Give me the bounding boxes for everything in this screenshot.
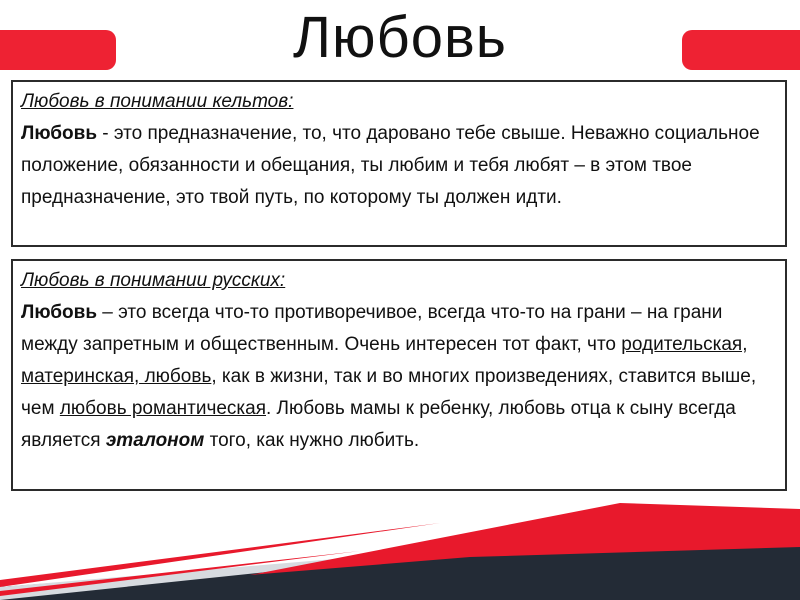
celts-body: - это предназначение, то, что даровано тебе свыше. Неважно социальное положение, обязанности и обещания, ты любим и тебя любят – в этом твое предназначение, это твой путь, по которому ты должен идти. [21,123,760,208]
russians-text-4: того, как нужно любить. [204,430,420,451]
russians-definition-box [11,259,787,491]
russians-heading: Любовь в понимании русских: [21,270,286,291]
etalon-emphasis: эталоном [105,430,205,451]
russians-text-1: – это всегда что-то противоречивое, всегда что-то на грани – на грани между запретным и общественным. Очень интересен тот факт, что [21,302,723,355]
page-title: Любовь [292,5,508,70]
celts-heading: Любовь в понимании кельтов: [21,91,294,112]
russians-text-3: . Любовь мамы к ребенку, любовь отца к сыну всегда является [21,398,736,451]
celts-definition-box [11,80,787,247]
romantic-love-phrase: любовь романтическая [59,398,266,419]
bottom-decoration [0,495,800,600]
celts-term: Любовь [21,123,98,144]
russians-term: Любовь [21,302,98,323]
russians-text-2: , как в жизни, так и во многих произведениях, ставится выше, чем [21,366,757,419]
parental-love-phrase: родительская, материнская, любовь [21,334,748,387]
